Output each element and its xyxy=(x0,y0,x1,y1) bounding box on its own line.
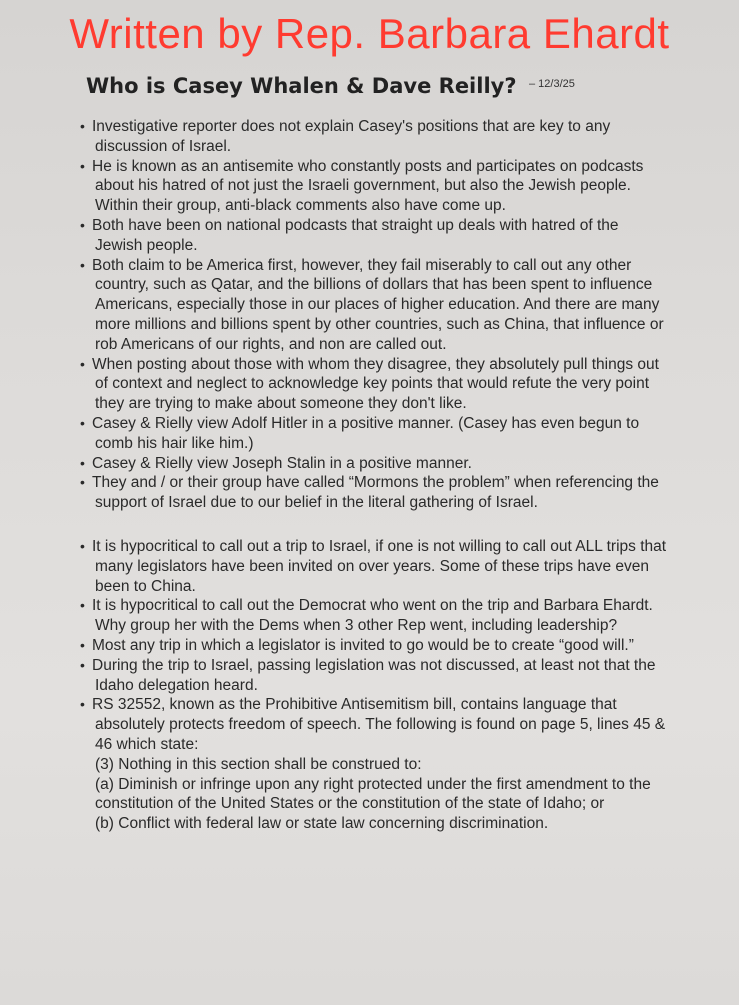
list-item: • Investigative reporter does not explain Casey's positions that are key to any discussion of Israel. xyxy=(80,118,611,155)
section-gap xyxy=(68,513,668,537)
page-title: Who is Casey Whalen & Dave Reilly? xyxy=(86,74,517,98)
list-item: • During the trip to Israel, passing legislation was not discussed, at least not that the Idaho delegation heard. xyxy=(80,656,656,694)
list-item: • Both claim to be America first, however, they fail miserably to call out any other country, such as Qatar, and the billions of dollars that has been spent to influence Americans, especially those in our places of higher education. And there are many more millions and billions spent by other countries, such as China, that influence or rob Americans of our rights, and non are called out. xyxy=(80,256,664,353)
bullet-icon: • xyxy=(80,157,85,174)
list-item: • When posting about those with whom they disagree, they absolutely pull things out of context and neglect to acknowledge key points that would refute the very point they are trying to make about someone they don't like. xyxy=(80,355,659,413)
bullet-icon: • xyxy=(80,696,85,713)
document-heading xyxy=(86,74,575,98)
list-item: • Both have been on national podcasts that straight up deals with hatred of the Jewish people. xyxy=(80,216,619,254)
bullet-icon: • xyxy=(80,355,85,372)
quoted-line: (a) Diminish or infringe upon any right protected under the first amendment to the constitution of the United States or the constitution of the state of Idaho; or xyxy=(95,775,651,813)
bullet-icon: • xyxy=(80,256,85,273)
document-body xyxy=(68,117,668,834)
list-item: • Casey & Rielly view Joseph Stalin in a positive manner. xyxy=(80,454,472,472)
bullet-list-group1 xyxy=(68,117,668,513)
bullet-icon: • xyxy=(80,474,85,491)
bullet-list-group2 xyxy=(68,537,668,834)
document-date: – 12/3/25 xyxy=(528,78,575,90)
list-item: • Casey & Rielly view Adolf Hitler in a positive manner. (Casey has even begun to comb his hair like him.) xyxy=(80,414,640,452)
bullet-icon: • xyxy=(80,216,85,233)
list-item: • It is hypocritical to call out the Democrat who went on the trip and Barbara Ehardt. Why group her with the Dems when 3 other Rep went, including leadership? xyxy=(80,597,653,635)
author-banner: Written by Rep. Barbara Ehardt xyxy=(69,10,670,57)
quoted-line: (b) Conflict with federal law or state law concerning discrimination. xyxy=(95,815,549,833)
bullet-icon: • xyxy=(80,537,85,554)
list-item: • It is hypocritical to call out a trip to Israel, if one is not willing to call out ALL trips that many legislators have been invited on over years. Some of these trips have even been to China. xyxy=(80,537,667,595)
list-item: • He is known as an antisemite who constantly posts and participates on podcasts about his hatred of not just the Israeli government, but also the Jewish people. Within their group, anti-black comments also have come up. xyxy=(80,157,644,215)
list-item: • RS 32552, known as the Prohibitive Antisemitism bill, contains language that absolutely protects freedom of speech. The following is found on page 5, lines 45 & 46 which state: (3) Nothing in this section shall be construed to: (a) Diminish or infringe upon any right protected under the first amendment to the constitution of the United States or the constitution of the state of Idaho; or (b) Conflict with federal law or state law concerning discrimination. xyxy=(68,695,668,834)
bullet-icon: • xyxy=(80,636,85,653)
bullet-icon: • xyxy=(80,414,85,431)
bullet-icon: • xyxy=(80,118,85,134)
bullet-icon: • xyxy=(80,597,85,614)
bullet-icon: • xyxy=(80,454,85,471)
list-item: • They and / or their group have called “Mormons the problem” when referencing the support of Israel due to our belief in the literal gathering of Israel. xyxy=(80,474,659,512)
list-item: • Most any trip in which a legislator is invited to go would be to create “good will.” xyxy=(80,636,634,654)
quoted-line: (3) Nothing in this section shall be construed to: xyxy=(95,755,422,773)
bullet-icon: • xyxy=(80,656,85,673)
